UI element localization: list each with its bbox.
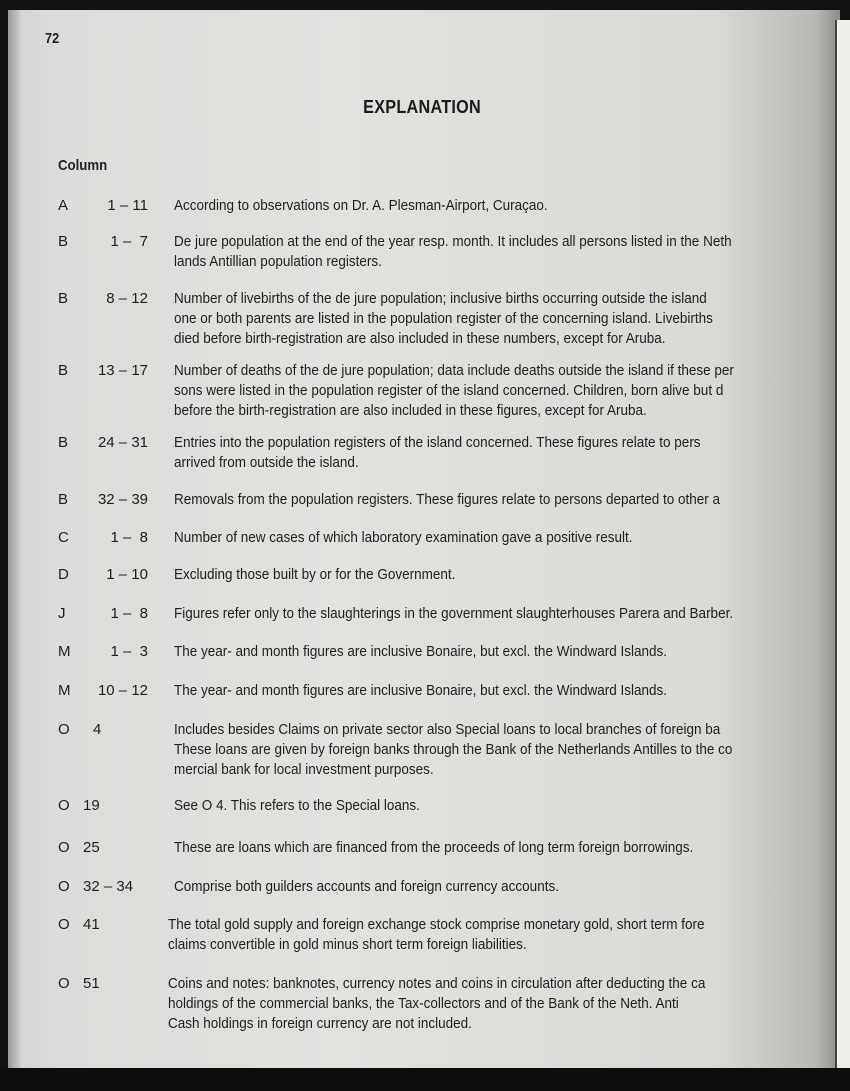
entry-description: Comprise both guilders accounts and foreign currency accounts.	[174, 878, 559, 895]
entry-letter: B	[58, 290, 69, 307]
entry-letter: B	[58, 491, 69, 508]
entry-range: 8 – 12	[106, 290, 148, 307]
entry-letter: J	[58, 605, 66, 622]
entry-description: The year- and month figures are inclusive Bonaire, but excl. the Windward Islands.	[174, 643, 668, 660]
entry-description: Coins and notes: banknotes, currency notes and coins in circulation after deducting the ca holdings of the commercial banks, the Tax-collectors and of the Bank of the Neth. Anti Cash holdings in foreign currency are not included.	[168, 975, 706, 1032]
entry-range: 13 – 17	[97, 362, 148, 379]
entry-description: Figures refer only to the slaughterings in the government slaughterhouses Parera and Barber.	[174, 605, 734, 622]
entry-letter: B	[58, 434, 69, 451]
entry-description: De jure population at the end of the year resp. month. It includes all persons listed in the Neth lands Antillian population registers.	[174, 233, 732, 270]
entry-range: 51	[83, 975, 100, 992]
entry-description: Removals from the population registers. These figures relate to persons departed to other a	[174, 491, 721, 508]
entry-letter: O	[58, 839, 70, 856]
entry-range: 1 – 10	[106, 566, 148, 583]
entry-description: Number of deaths of the de jure population; data include deaths outside the island if these per sons were listed in the population register of the island concerned. Children, born alive but d before the birth-registration are also included in these figures, except for Aruba.	[174, 362, 734, 419]
entry-description: Excluding those built by or for the Government.	[174, 566, 456, 583]
scan-bottom-border	[0, 1068, 850, 1091]
page-gutter-shadow	[8, 10, 22, 1075]
entry-letter: O	[58, 721, 70, 738]
entry-range: 19	[83, 797, 100, 814]
entry-range: 1 – 11	[107, 197, 148, 214]
entry-description: These are loans which are financed from the proceeds of long term foreign borrowings.	[174, 839, 694, 856]
entry-letter: B	[58, 233, 69, 250]
entry-description: Number of livebirths of the de jure population; inclusive births occurring outside the island one or both parents are listed in the population register of the concerning island. Livebirths died before birth-registration are also included in these numbers, except for Aruba.	[174, 290, 713, 347]
entry-description: The total gold supply and foreign exchange stock comprise monetary gold, short term fore claims convertible in gold minus short term foreign liabilities.	[168, 916, 705, 953]
entry-range: 24 – 31	[97, 434, 148, 451]
entry-description: According to observations on Dr. A. Plesman-Airport, Curaçao.	[174, 197, 548, 214]
entry-range: 1 – 8	[110, 605, 148, 622]
page-number: 72	[45, 30, 60, 47]
entry-range: 1 – 3	[110, 643, 148, 660]
entry-range: 25	[83, 839, 100, 856]
entry-description: See O 4. This refers to the Special loans.	[174, 797, 420, 814]
entry-range: 32 – 34	[83, 878, 134, 895]
entry-letter: A	[58, 197, 69, 214]
entry-description: Includes besides Claims on private sector also Special loans to local branches of foreign ba These loans are given by foreign banks through the Bank of the Netherlands Antilles to the co mercial bank for local investment purposes.	[174, 721, 733, 778]
entry-description: Number of new cases of which laboratory examination gave a positive result.	[174, 529, 633, 546]
page-title: EXPLANATION	[363, 97, 482, 117]
entry-letter: C	[58, 529, 69, 546]
column-header: Column	[58, 157, 108, 174]
entry-letter: D	[58, 566, 69, 583]
entry-range: 32 – 39	[97, 491, 148, 508]
entry-range: 1 – 8	[110, 529, 148, 546]
entry-letter: O	[58, 878, 70, 895]
entry-letter: M	[58, 682, 71, 699]
entry-range: 4	[93, 721, 102, 738]
entry-description: The year- and month figures are inclusive Bonaire, but excl. the Windward Islands.	[174, 682, 668, 699]
entry-description: Entries into the population registers of the island concerned. These figures relate to pers arrived from outside the island.	[174, 434, 701, 471]
entry-letter: O	[58, 797, 70, 814]
entry-letter: O	[58, 916, 70, 933]
entry-letter: B	[58, 362, 69, 379]
entry-range: 41	[83, 916, 100, 933]
entry-range: 10 – 12	[97, 682, 148, 699]
entry-letter: M	[58, 643, 71, 660]
entry-letter: O	[58, 975, 70, 992]
entry-range: 1 – 7	[110, 233, 148, 250]
